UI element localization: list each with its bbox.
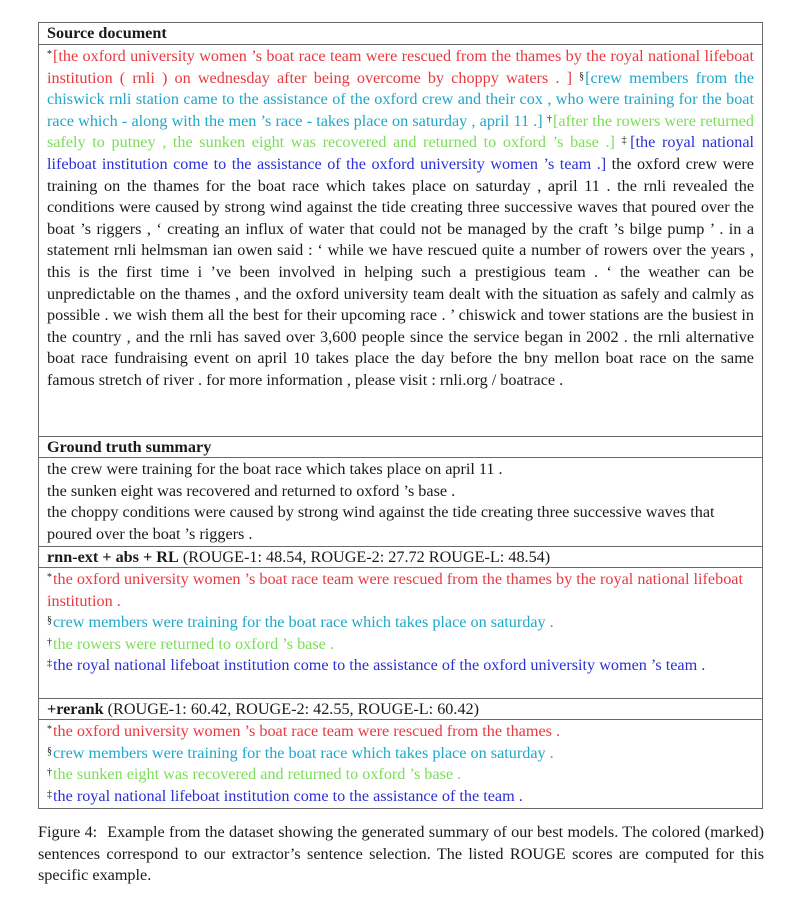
figure-caption-text: Example from the dataset showing the generated summary of our best models. The colored (marked) sentences correspond to our extractor’s sentence selection. The listed ROUGE scores are computed for this specific example. xyxy=(38,823,764,884)
model-header-rnn-ext xyxy=(39,546,762,567)
marker-cyan: § xyxy=(47,615,52,627)
marker-green: † xyxy=(47,636,52,648)
summary-sentence-cyan xyxy=(47,743,754,765)
marker-red: * xyxy=(47,572,52,583)
ground-truth-sentence: the crew were training for the boat race which takes place on april 11 . xyxy=(47,460,503,478)
summary-sentence-text: the oxford university women ’s boat race team were rescued from the thames . xyxy=(53,722,561,740)
summary-sentence-text: the oxford university women ’s boat race team were rescued from the thames by the royal national lifeboat institution . xyxy=(47,570,743,610)
marker-cyan: § xyxy=(47,745,52,757)
marker-green: † xyxy=(47,767,52,779)
figure-label: Figure 4: xyxy=(38,823,98,841)
summary-sentence-cyan xyxy=(47,612,754,634)
marker-red: * xyxy=(47,49,52,60)
marker-blue: ‡ xyxy=(47,788,52,800)
model-name: rnn-ext + abs + RL xyxy=(47,548,179,566)
marker-green: † xyxy=(546,113,553,125)
summary-sentence-text: the royal national lifeboat institution come to the assistance of the team . xyxy=(53,786,523,805)
summary-sentence-text: the rowers were returned to oxford ’s base . xyxy=(53,634,334,653)
summary-sentence-green xyxy=(47,764,754,786)
source-sentence-green: [after the rowers were returned safely to putney , the sunken eight was recovered and returned to oxford ’s base .] xyxy=(47,111,754,152)
model-summary-rerank xyxy=(39,719,762,808)
model-name: +rerank xyxy=(47,700,104,718)
summary-sentence-text: the royal national lifeboat institution come to the assistance of the oxford university women ’s team . xyxy=(53,656,706,675)
summary-sentence-red xyxy=(47,721,754,743)
ground-truth-sentence: the choppy conditions were caused by strong wind against the tide creating three successive waves that poured over the boat ’s riggers . xyxy=(47,503,715,543)
marker-blue: ‡ xyxy=(47,658,52,670)
summary-sentence-text: crew members were training for the boat race which takes place on saturday . xyxy=(53,743,554,762)
marker-blue: ‡ xyxy=(621,135,630,147)
source-document-title: Source document xyxy=(47,24,167,42)
source-sentence-blue: [the royal national lifeboat institution come to the assistance of the oxford university women ’s team .] xyxy=(47,133,754,173)
model-summary-rnn-ext xyxy=(39,567,762,698)
marker-cyan: § xyxy=(579,70,585,82)
model-header-rerank xyxy=(39,698,762,719)
source-sentence-red: [the oxford university women ’s boat race team were rescued from the thames by the royal national lifeboat institution ( rnli ) on wednesday after being overcome by choppy waters . ] xyxy=(47,47,754,87)
ground-truth-body xyxy=(39,457,762,546)
summary-sentence-text: the sunken eight was recovered and returned to oxford ’s base . xyxy=(53,765,462,784)
summary-sentence-red xyxy=(47,569,754,612)
example-table xyxy=(38,22,763,809)
summary-sentence-blue xyxy=(47,786,754,808)
ground-truth-header xyxy=(39,436,762,457)
model-scores: (ROUGE-1: 60.42, ROUGE-2: 42.55, ROUGE-L: 60.42) xyxy=(107,700,480,718)
summary-sentence-text: crew members were training for the boat race which takes place on saturday . xyxy=(53,613,554,632)
source-sentence-cyan: [crew members from the chiswick rnli station came to the assistance of the oxford crew and their cox , who were training for the boat race which - along with the men ’s race - takes place on saturday , april 11 .] xyxy=(47,68,755,130)
ground-truth-sentence: the sunken eight was recovered and returned to oxford ’s base . xyxy=(47,481,456,500)
summary-sentence-green xyxy=(47,634,754,656)
source-document-header xyxy=(39,23,762,44)
ground-truth-title: Ground truth summary xyxy=(47,438,212,456)
marker-red: * xyxy=(47,724,52,735)
summary-sentence-blue xyxy=(47,655,754,677)
model-scores: (ROUGE-1: 48.54, ROUGE-2: 27.72 ROUGE-L: 48.54) xyxy=(182,548,551,566)
source-remaining-text: the oxford crew were training on the thames for the boat race which takes place on saturday , april 11 . the rnli revealed the conditions were caused by strong wind against the tide creating three successive waves that poured over the boat ’s riggers , ‘ creating an influx of water that could not be managed by the craft ’s bilge pump ’ . in a statement rnli helmsman ian owen said : ‘ while we have rescued quite a number of rowers over the years , this is the first time i ’ve been involved in helping such a prestigious team . ‘ the weather can be unpredictable on the thames , and the oxford university team dealt with the situation as safely and calmly as possible . we wish them all the best for their upcoming race . ’ chiswick and tower stations are the busiest in the country , and the rnli has saved over 3,600 people since the service began in 2002 . the rnli alternative boat race fundraising event on april 10 takes place the day before the bny mellon boat race on the same famous stretch of river . for more information , please visit : rnli.org / boatrace . xyxy=(47,154,754,389)
source-document-body xyxy=(39,44,762,436)
figure-caption xyxy=(38,822,764,887)
